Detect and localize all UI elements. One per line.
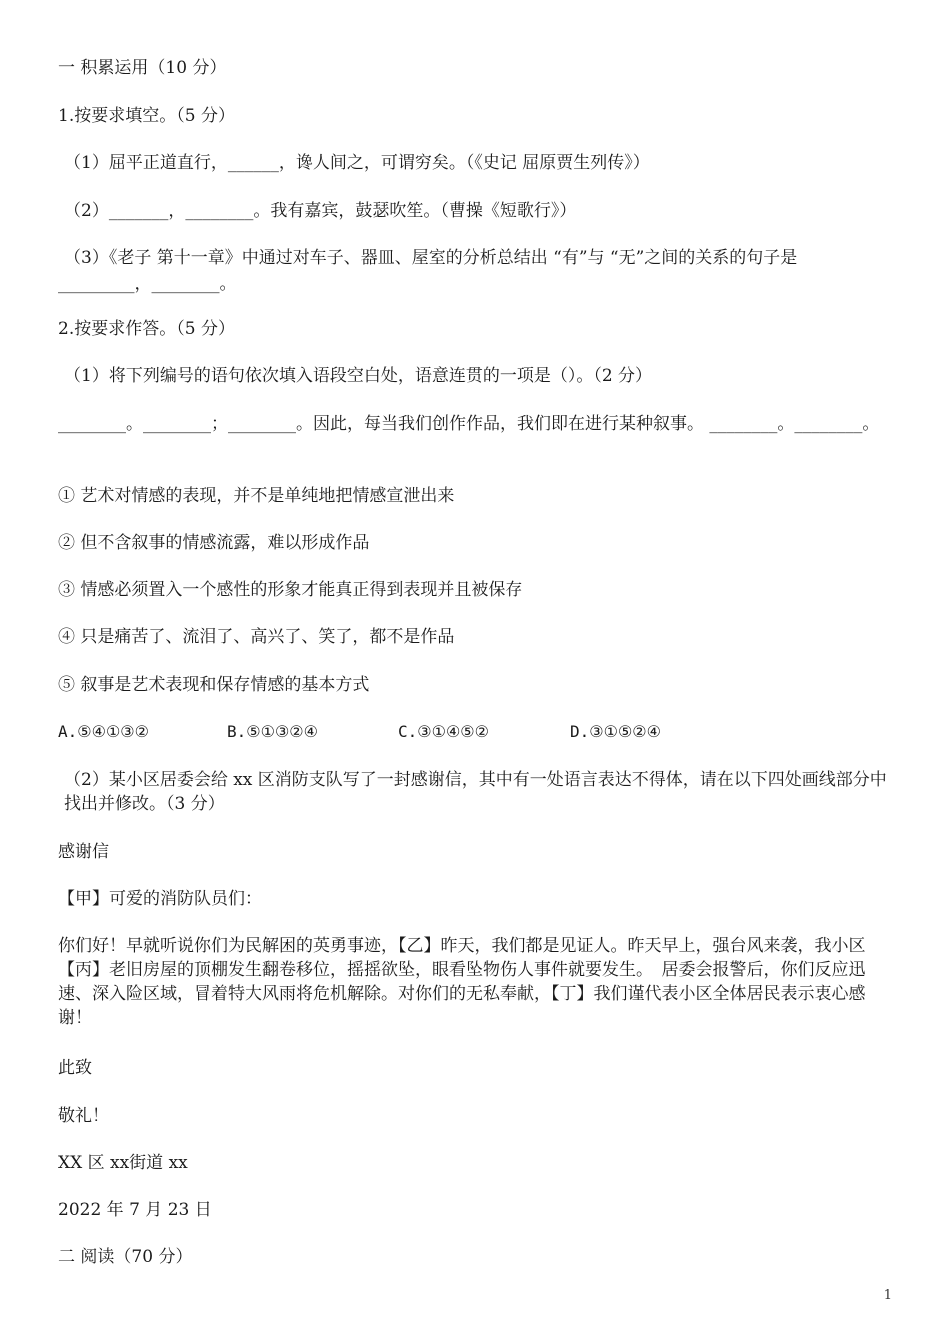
sentence-5: ⑤ 叙事是艺术表现和保存情感的基本方式 (58, 675, 370, 695)
letter-date: 2022 年 7 月 23 日 (58, 1200, 212, 1220)
question2-sub1-passage: ________。________；________。因此，每当我们创作作品，我们即在进行某种叙事。 ________。________。 (58, 414, 880, 434)
question1-title: 1.按要求填空。（5 分） (58, 106, 235, 126)
sentence-3: ③ 情感必须置入一个感性的形象才能真正得到表现并且被保存 (58, 580, 523, 600)
letter-body: 你们好！早就听说你们为民解困的英勇事迹，【乙】昨天，我们都是见证人。昨天早上，强台风来袭，我小区【丙】老旧房屋的顶棚发生翻卷移位，摇摇欲坠，眼看坠物伤人事件就要发生。 居委会报警后，你们反应迅速、深入险区域，冒着特大风雨将危机解除。对你们的无私奉献，【丁】我们谨代表小区全体居民表示衷心感谢！ (58, 936, 866, 1028)
option-a: A.⑤④①③② (58, 722, 149, 741)
question1-item3-line1: （3）《老子 第十一章》中通过对车子、器皿、屋室的分析总结出 “有”与 “无”之间的关系的句子是 (64, 248, 798, 268)
option-c: C.③①④⑤② (398, 722, 489, 741)
letter-salutation: 【甲】可爱的消防队员们： (58, 889, 262, 909)
sentence-4: ④ 只是痛苦了、流泪了、高兴了、笑了，都不是作品 (58, 627, 455, 647)
option-d: D.③①⑤②④ (570, 722, 661, 741)
page-number: 1 (883, 1288, 892, 1303)
answer-options (58, 720, 894, 744)
letter-closing-2: 敬礼！ (58, 1106, 109, 1126)
letter-closing-1: 此致 (58, 1058, 92, 1078)
question1-item1: （1）屈平正道直行，______，谗人间之，可谓穷矣。（《史记 屈原贾生列传》） (64, 153, 650, 173)
question2-title: 2.按要求作答。（5 分） (58, 319, 235, 339)
sentence-1: ① 艺术对情感的表现，并不是单纯地把情感宣泄出来 (58, 486, 455, 506)
sentence-2: ② 但不含叙事的情感流露，难以形成作品 (58, 533, 370, 553)
question2-sub2-prompt: （2）某小区居委会给 xx 区消防支队写了一封感谢信，其中有一处语言表达不得体，请在以下四处画线部分中找出并修改。（3 分） (64, 770, 887, 814)
section1-heading: 一 积累运用（10 分） (58, 58, 227, 78)
letter-title: 感谢信 (58, 842, 109, 862)
question1-item2: （2）_______，________。我有嘉宾，鼓瑟吹笙。（曹操《短歌行》） (64, 201, 577, 221)
section2-heading: 二 阅读（70 分） (58, 1247, 193, 1267)
letter-signature: XX 区 xx街道 xx (58, 1153, 188, 1173)
question2-sub1-prompt: （1）将下列编号的语句依次填入语段空白处，语意连贯的一项是（）。（2 分） (64, 366, 653, 386)
question1-item3-line2: _________，________。 (58, 274, 237, 294)
option-b: B.⑤①③②④ (227, 722, 318, 741)
